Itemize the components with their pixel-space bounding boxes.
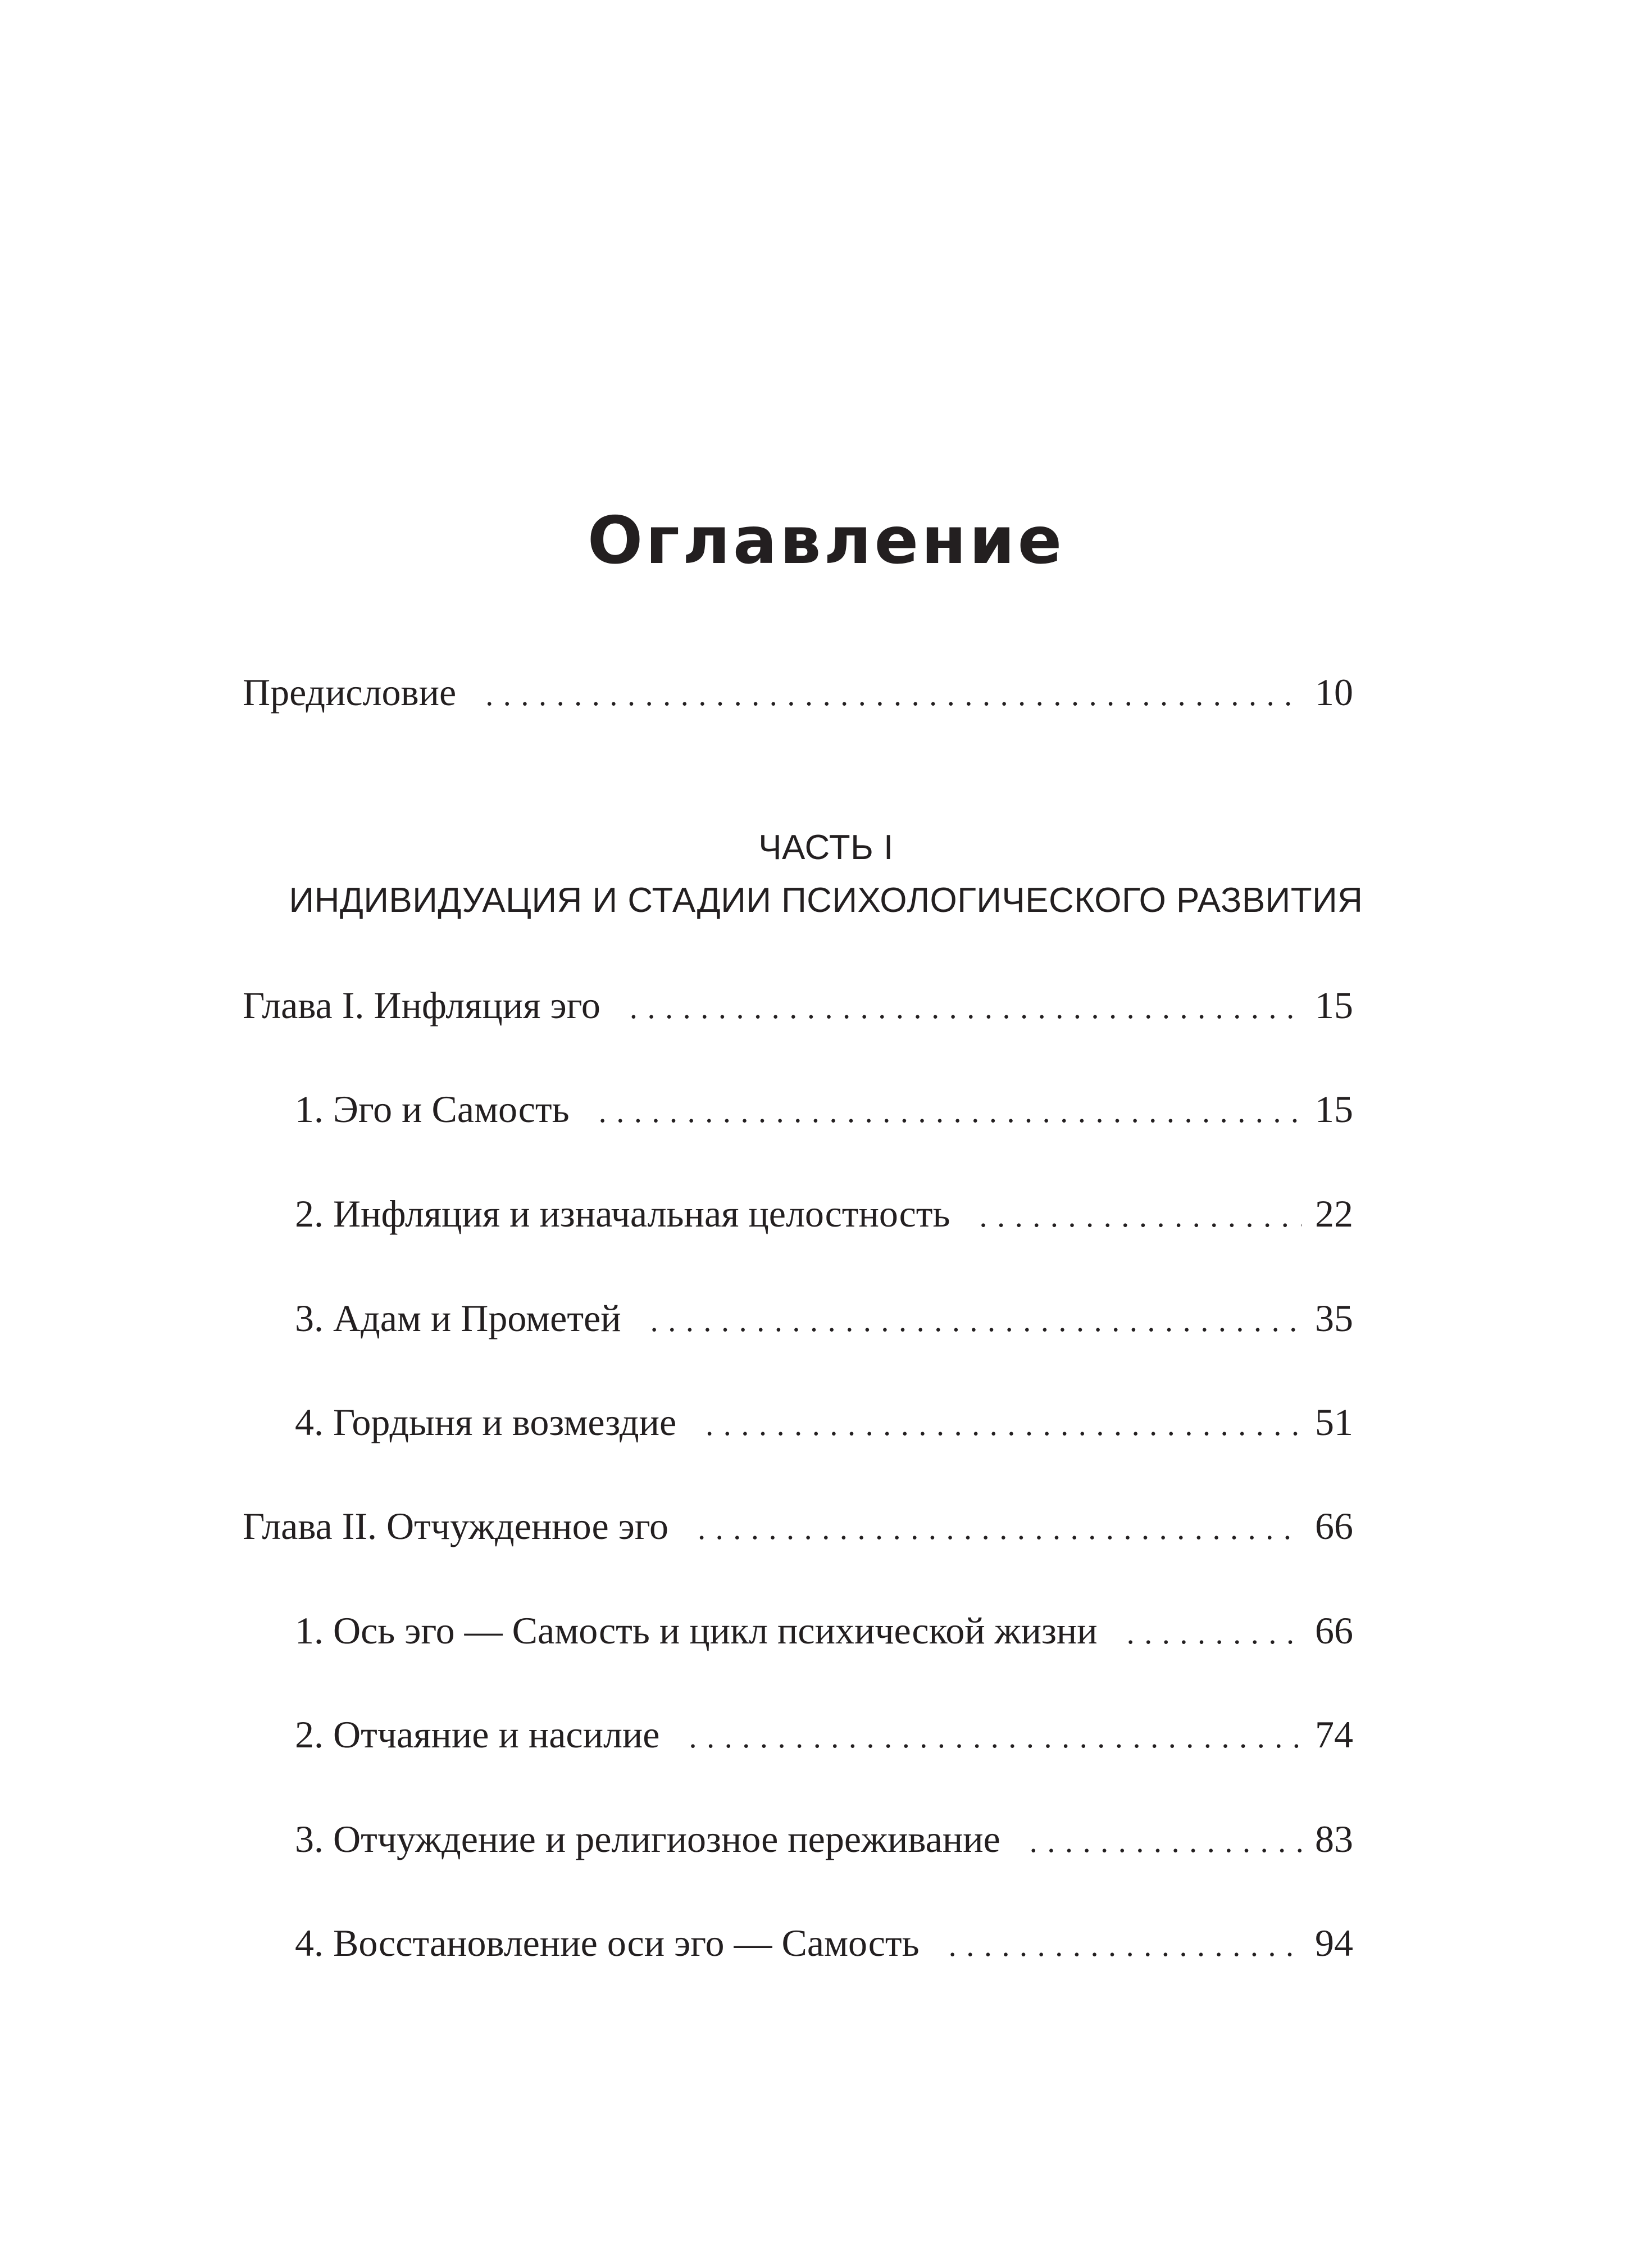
- toc-entry-section[interactable]: [295, 1611, 1353, 1656]
- dot-leader: [698, 1513, 1301, 1545]
- toc-entry-section[interactable]: [295, 1192, 1353, 1239]
- toc-entry-label: 3. Адам и Прометей: [295, 1297, 621, 1339]
- toc-entry-label: 4. Восстановление оси эго — Самость: [295, 1922, 920, 1964]
- dot-leader: [980, 1201, 1302, 1232]
- toc-entry-section[interactable]: [295, 1299, 1353, 1344]
- toc-page-number: 94: [1315, 1922, 1353, 1964]
- dot-leader: [1030, 1826, 1301, 1858]
- dot-leader: [630, 992, 1301, 1024]
- toc-entry-section[interactable]: [295, 1403, 1353, 1448]
- toc-entry-label: Предисловие: [243, 671, 457, 714]
- toc-page-number: 74: [1315, 1713, 1353, 1756]
- dot-leader: [949, 1930, 1301, 1961]
- toc-entry-section[interactable]: [295, 1924, 1353, 1969]
- part-number: ЧАСТЬ I: [758, 828, 894, 867]
- dot-leader: [650, 1305, 1301, 1337]
- toc-page-number: 66: [1315, 1505, 1353, 1547]
- toc-page-number: 51: [1315, 1401, 1353, 1443]
- toc-entry-label: 1. Эго и Самость: [295, 1088, 570, 1130]
- dot-leader: [1127, 1618, 1301, 1649]
- toc-entry-chapter[interactable]: [243, 986, 1353, 1031]
- dot-leader: [485, 679, 1301, 711]
- dot-leader: [689, 1722, 1302, 1753]
- toc-page-number: 22: [1315, 1192, 1353, 1235]
- toc-entry-section[interactable]: [295, 1715, 1353, 1760]
- toc-page-number: 83: [1315, 1818, 1353, 1860]
- toc-entry-label: 3. Отчуждение и религиозное переживание: [295, 1818, 1000, 1860]
- toc-entry-section[interactable]: [295, 1090, 1353, 1135]
- dot-leader: [706, 1409, 1301, 1441]
- toc-entry-label: 2. Инфляция и изначальная целостность: [295, 1192, 950, 1235]
- toc-entry-label: 4. Гордыня и возмездие: [295, 1401, 677, 1443]
- toc-page-number: 15: [1315, 1088, 1353, 1130]
- toc-page-number: 66: [1315, 1609, 1353, 1652]
- toc-entry-chapter[interactable]: [243, 1507, 1353, 1552]
- toc-page-number: 35: [1315, 1297, 1353, 1339]
- toc-entry-label: 1. Ось эго — Самость и цикл психической жизни: [295, 1609, 1098, 1652]
- toc-entry-label: 2. Отчаяние и насилие: [295, 1713, 660, 1756]
- toc-entry-label: Глава I. Инфляция эго: [243, 984, 600, 1027]
- toc-page-number: 15: [1315, 984, 1353, 1027]
- part-title: ИНДИВИДУАЦИЯ И СТАДИИ ПСИХОЛОГИЧЕСКОГО РАЗВИТИЯ: [289, 881, 1363, 920]
- toc-entry-label: Глава II. Отчужденное эго: [243, 1505, 669, 1547]
- dot-leader: [599, 1096, 1301, 1128]
- toc-page-number: 10: [1315, 671, 1353, 714]
- toc-entry-preface[interactable]: [243, 673, 1353, 718]
- page-title: Оглавление: [587, 503, 1065, 579]
- toc-entry-section[interactable]: [295, 1820, 1353, 1865]
